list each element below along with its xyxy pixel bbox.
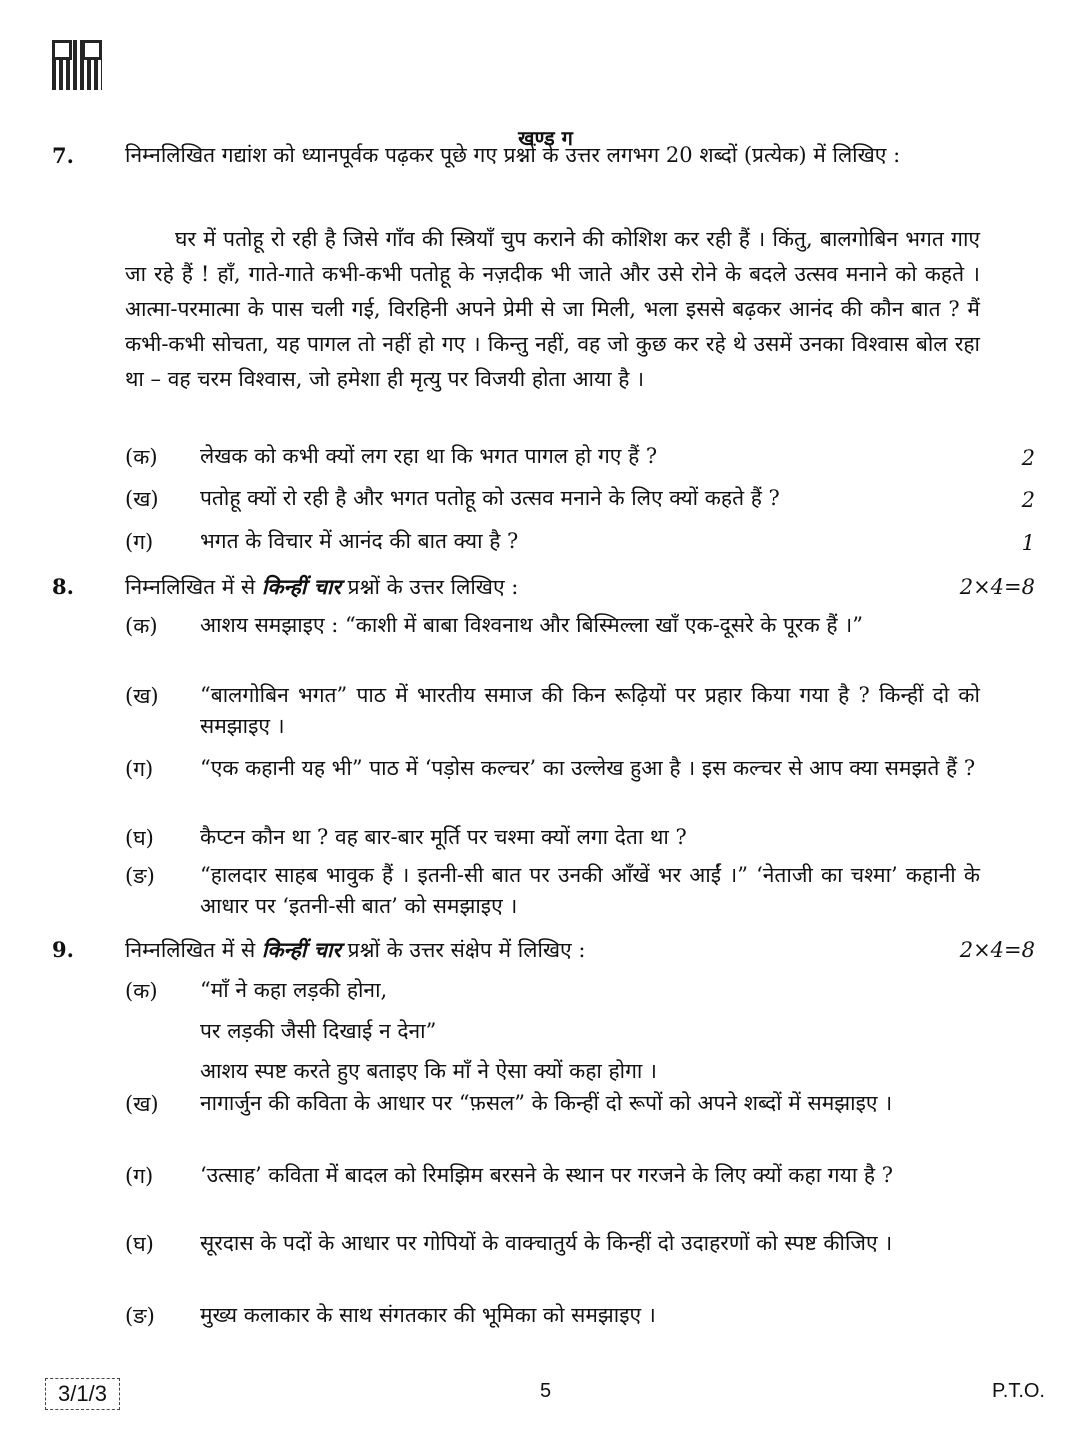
q7-sub-text: पतोहू क्यों रो रही है और भगत पतोहू को उत्सव मनाने के लिए क्यों कहते हैं ? bbox=[200, 486, 780, 510]
q9-sub-text-line: पर लड़की जैसी दिखाई न देना” bbox=[200, 1019, 437, 1043]
question-9-text bbox=[125, 933, 825, 967]
q9-sub-text-line: “माँ ने कहा लड़की होना, bbox=[200, 978, 388, 1002]
q8-sub-label: (घ) bbox=[125, 826, 154, 850]
question-7-passage: घर में पतोहू रो रही है जिसे गाँव की स्त्रियाँ चुप कराने की कोशिश कर रही हैं । किंतु, बालगोबिन भगत गाए जा रहे हैं ! हाँ, गाते-गाते कभी-कभी पतोहू के नज़दीक भी जाते और उसे रोने के बदले उत्सव मनाने को कहते । आत्मा-परमात्मा के पास चली गई, विरहिनी अपने प्रेमी से जा मिली, भला इससे बढ़कर आनंद की कौन बात ? मैं कभी-कभी सोचता, यह पागल तो नहीं हो गए । किन्तु नहीं, वह जो कुछ कर रहे थे उसमें उनका विश्वास बोल रहा था – वह चरम विश्वास, जो हमेशा ही मृत्यु पर विजयी होता आया है । bbox=[125, 227, 980, 391]
q9-sub-label: (क) bbox=[125, 979, 158, 1003]
q7-sub-label: (ख) bbox=[125, 487, 159, 511]
q8-sub-text: कैप्टन कौन था ? वह बार-बार मूर्ति पर चश्मा क्यों लगा देता था ? bbox=[200, 825, 687, 849]
question-number-7: 7. bbox=[52, 143, 74, 168]
q9-text-emphasis: किन्हीं चार bbox=[261, 937, 341, 962]
question-8-text bbox=[125, 570, 825, 604]
q8-sub-text: आशय समझाइए : “काशी में बाबा विश्वनाथ और बिस्मिल्ला खाँ एक-दूसरे के पूरक हैं ।” bbox=[200, 613, 863, 637]
q9-sub-text-line: आशय स्पष्ट करते हुए बताइए कि माँ ने ऐसा क्यों कहा होगा । bbox=[200, 1059, 658, 1083]
section-title: खण्ड ग bbox=[518, 126, 573, 150]
q7-sub-marks: 1 bbox=[1021, 531, 1035, 555]
q8-text-post: प्रश्नों के उत्तर लिखिए : bbox=[341, 575, 519, 599]
q7-sub-label: (ग) bbox=[125, 530, 154, 554]
question-number-9: 9. bbox=[52, 937, 74, 962]
q9-text-pre: निम्नलिखित में से bbox=[125, 938, 262, 962]
q9-sub-text: नागार्जुन की कविता के आधार पर “फ़सल” के किन्हीं दो रूपों को अपने शब्दों में समझाइए । bbox=[200, 1091, 893, 1115]
q7-sub-marks: 2 bbox=[1021, 446, 1035, 470]
q8-sub-label: (ग) bbox=[125, 757, 154, 781]
paper-code: 3/1/3 bbox=[45, 1378, 120, 1410]
q9-sub-label: (ङ) bbox=[125, 1304, 155, 1328]
pto-label: P.T.O. bbox=[992, 1380, 1045, 1402]
q8-sub-text: “हालदार साहब भावुक हैं । इतनी-सी बात पर उनकी आँखें भर आईं ।” ‘नेताजी का चश्मा’ कहानी के आधार पर ‘इतनी-सी बात’ को समझाइए । bbox=[200, 863, 980, 918]
q7-sub-label: (क) bbox=[125, 445, 158, 469]
question-8-marks: 2×4=8 bbox=[959, 575, 1035, 599]
q7-sub-marks: 2 bbox=[1021, 488, 1035, 512]
q8-sub-label: (ङ) bbox=[125, 864, 155, 888]
q7-sub-text: भगत के विचार में आनंद की बात क्या है ? bbox=[200, 529, 519, 553]
q8-sub-label: (ख) bbox=[125, 684, 159, 708]
question-7-text: निम्नलिखित गद्यांश को ध्यानपूर्वक पढ़कर पूछे गए प्रश्नों के उत्तर लगभग 20 शब्दों (प्रत्येक) में लिखिए : bbox=[125, 143, 901, 167]
q9-sub-text: सूरदास के पदों के आधार पर गोपियों के वाक्चातुर्य के किन्हीं दो उदाहरणों को स्पष्ट कीजिए । bbox=[200, 1231, 893, 1255]
question-number-8: 8. bbox=[52, 574, 74, 599]
q9-sub-text: ‘उत्साह’ कविता में बादल को रिमझिम बरसने के स्थान पर गरजने के लिए क्यों कहा गया है ? bbox=[200, 1163, 894, 1187]
q9-sub-label: (ख) bbox=[125, 1092, 159, 1116]
q8-sub-text: “बालगोबिन भगत” पाठ में भारतीय समाज की किन रूढ़ियों पर प्रहार किया गया है ? किन्हीं दो को समझाइए । bbox=[200, 683, 980, 738]
q9-text-post: प्रश्नों के उत्तर संक्षेप में लिखिए : bbox=[341, 938, 586, 962]
page-number: 5 bbox=[539, 1380, 552, 1402]
q8-sub-label: (क) bbox=[125, 614, 158, 638]
qr-code bbox=[52, 40, 102, 90]
q9-sub-label: (ग) bbox=[125, 1164, 154, 1188]
q8-sub-text: “एक कहानी यह भी” पाठ में ‘पड़ोस कल्चर’ का उल्लेख हुआ है । इस कल्चर से आप क्या समझते हैं ? bbox=[200, 756, 976, 780]
question-9-marks: 2×4=8 bbox=[959, 938, 1035, 962]
q8-text-pre: निम्नलिखित में से bbox=[125, 575, 262, 599]
q7-sub-text: लेखक को कभी क्यों लग रहा था कि भगत पागल हो गए हैं ? bbox=[200, 444, 658, 468]
q9-sub-label: (घ) bbox=[125, 1232, 154, 1256]
q9-sub-text: मुख्य कलाकार के साथ संगतकार की भूमिका को समझाइए । bbox=[200, 1303, 656, 1327]
q8-text-emphasis: किन्हीं चार bbox=[261, 574, 341, 599]
